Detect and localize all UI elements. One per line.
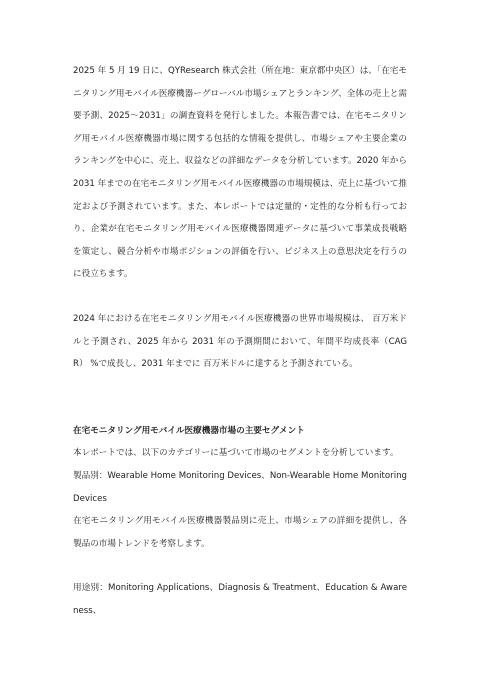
section-intro: 本レポートでは、以下のカテゴリーに基づいて市場のセグメントを分析しています。 <box>73 448 399 459</box>
application-segment-line: 用途別：Monitoring Applications、Diagnosis & Treatment、Education & Awareness、 <box>73 583 407 616</box>
product-segment-line: 製品別：Wearable Home Monitoring Devices、Non-Wearable Home Monitoring Devices <box>73 470 408 504</box>
application-spacer <box>73 555 407 577</box>
section-spacer <box>73 398 407 420</box>
document-body <box>73 60 407 622</box>
market-size-paragraph: 2024 年における在宅モニタリング用モバイル医療機器の世界市場規模は、 百万米ドルと予測され、2025 年から 2031 年の予測期間において、年間平均成長率（CAGR） %で成長し、2031 年までに 百万米ドルに達すると予測されている。 <box>73 313 407 370</box>
section-heading: 在宅モニタリング用モバイル医療機器市場の主要セグメント <box>73 425 305 436</box>
product-segment-note: 在宅モニタリング用モバイル医療機器製品別に売上、市場シェアの詳細を提供し、各製品の市場トレンドを考察します。 <box>73 516 407 549</box>
intro-paragraph: 2025 年 5 月 19 日に、QYResearch 株式会社（所在地：東京都中央区）は、「在宅モニタリング用モバイル医療機器ーグローバル市場シェアとランキング、全体の売上と需要予測、2025～2031」の調査資料を発行しました。本報告書では、在宅モニタリング用モバイル医療機器市場に関する包括的な情報を提供し、市場シェアや主要企業のランキングを中心に、売上、収益などの詳細なデータを分析しています。2020 年から 2031 年までの在宅モニタリング用モバイル医療機器の市場規模は、売上に基づいて推定および予測されています。また、本レポートでは定量的・定性的な分析も行っており、企業が在宅モニタリング用モバイル医療機器関連データに基づいて事業成長戦略を策定し、競合分析や市場ポジションの評価を行い、ビジネス上の意思決定を行うのに役立ちます。 <box>73 66 407 280</box>
